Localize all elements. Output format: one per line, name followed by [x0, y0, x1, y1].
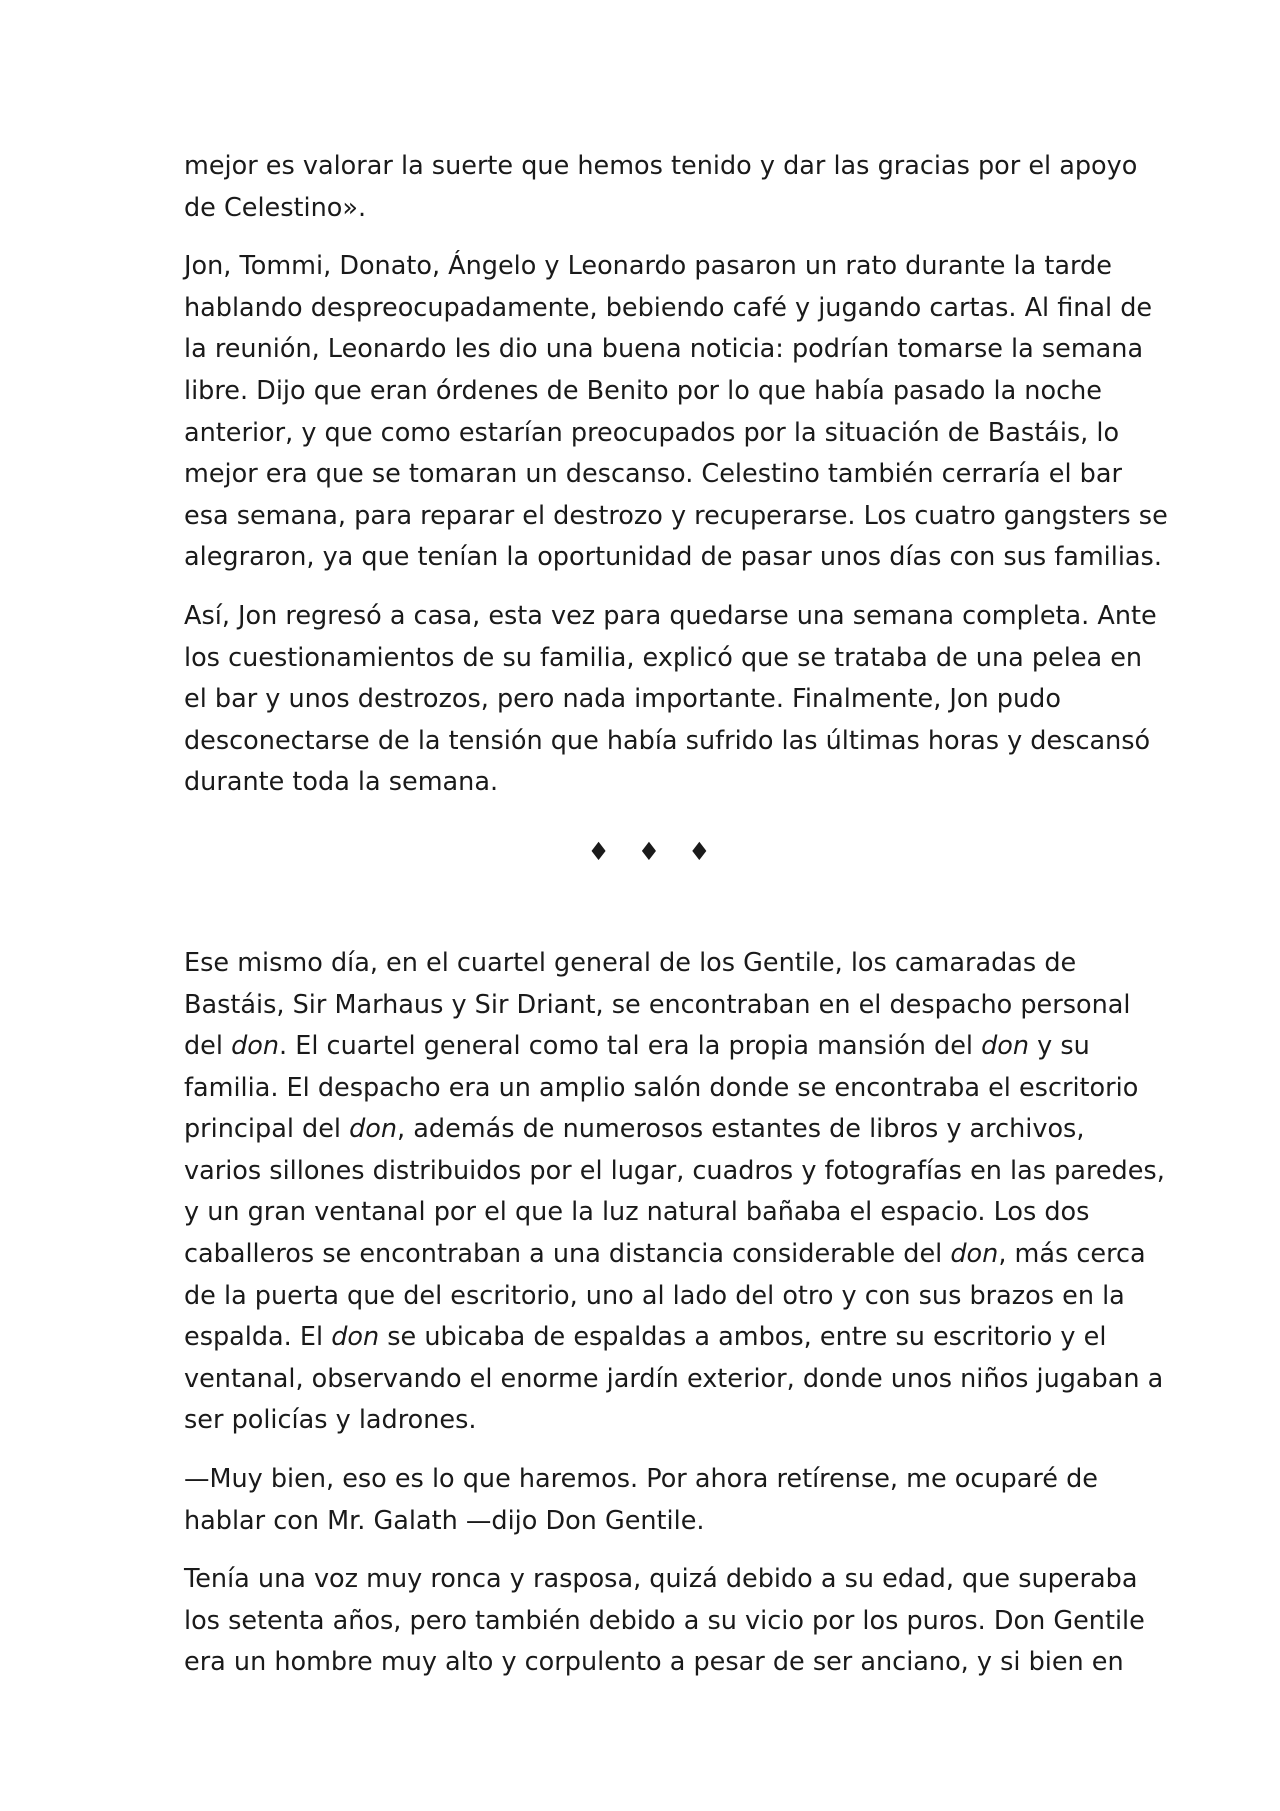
text-line: de la puerta que del escritorio, uno al lado del otro y con sus brazos en la: [184, 1280, 1125, 1311]
text-line: [184, 1026, 1114, 1068]
text-run: , además de numerosos estantes de libros y archivos,: [397, 1114, 1085, 1145]
text-run: principal del: [184, 1114, 350, 1145]
text-line: libre. Dijo que eran órdenes de Benito por lo que había pasado la noche: [184, 375, 1102, 406]
text-line: —Muy bien, eso es lo que haremos. Por ahora retírense, me ocuparé de: [184, 1464, 1098, 1495]
text-line: Ese mismo día, en el cuartel general de los Gentile, los camaradas de: [184, 947, 1077, 978]
text-line: alegraron, ya que tenían la oportunidad de pasar unos días con sus familias.: [184, 542, 1162, 573]
text-run: , más cerca: [998, 1239, 1146, 1270]
text-line: hablando despreocupadamente, bebiendo café y jugando cartas. Al final de: [184, 292, 1153, 323]
paragraph-1: [184, 146, 1138, 229]
italic-word: don: [231, 1031, 280, 1062]
text-run: espalda. El: [184, 1322, 332, 1353]
text-line: el bar y unos destrozos, pero nada importante. Finalmente, Jon pudo: [184, 684, 1061, 715]
paragraph-6: [184, 1559, 1145, 1684]
text-line: hablar con Mr. Galath —dijo Don Gentile.: [184, 1505, 705, 1536]
paragraph-4: [184, 943, 1165, 1442]
text-line: Jon, Tommi, Donato, Ángelo y Leonardo pasaron un rato durante la tarde: [184, 251, 1112, 282]
text-run: se ubicaba de espaldas a ambos, entre su escritorio y el: [379, 1322, 1107, 1353]
text-line: Así, Jon regresó a casa, esta vez para quedarse una semana completa. Ante: [184, 600, 1157, 631]
text-line: Tenía una voz muy ronca y rasposa, quizá debido a su edad, que superaba: [184, 1564, 1138, 1595]
italic-word: don: [981, 1031, 1030, 1062]
body-text: [184, 146, 1168, 1684]
paragraph-5: [184, 1459, 1114, 1542]
text-line: [184, 1109, 1114, 1151]
text-run: del: [184, 1031, 232, 1062]
text-line: y un gran ventanal por el que la luz natural bañaba el espacio. Los dos: [184, 1197, 1090, 1228]
text-line: mejor es valorar la suerte que hemos tenido y dar las gracias por el apoyo: [184, 151, 1138, 181]
italic-word: don: [950, 1239, 999, 1270]
text-run: y su: [1029, 1031, 1090, 1062]
text-line: los cuestionamientos de su familia, explicó que se trataba de una pelea en: [184, 642, 1143, 673]
text-line: familia. El despacho era un amplio salón donde se encontraba el escritorio: [184, 1072, 1139, 1103]
text-line: ventanal, observando el enorme jardín exterior, donde unos niños jugaban a: [184, 1363, 1164, 1394]
text-line: Bastáis, Sir Marhaus y Sir Driant, se encontraban en el despacho personal: [184, 989, 1131, 1020]
text-line: de Celestino».: [184, 192, 367, 223]
text-line: varios sillones distribuidos por el lugar, cuadros y fotografías en las paredes,: [184, 1155, 1165, 1186]
text-line: ser policías y ladrones.: [184, 1405, 477, 1436]
text-line: la reunión, Leonardo les dio una buena noticia: podrían tomarse la semana: [184, 334, 1144, 365]
text-line: anterior, y que como estarían preocupados por la situación de Bastáis, lo: [184, 417, 1120, 448]
text-line: [184, 1317, 1114, 1359]
text-line: era un hombre muy alto y corpulento a pesar de ser anciano, y si bien en: [184, 1647, 1124, 1678]
italic-word: don: [331, 1322, 380, 1353]
paragraph-3: [184, 596, 1157, 804]
text-run: caballeros se encontraban a una distancia considerable del: [184, 1239, 951, 1270]
section-separator: ♦ ♦ ♦: [587, 836, 721, 866]
text-run: . El cuartel general como tal era la propia mansión del: [279, 1031, 982, 1062]
text-line: esa semana, para reparar el destrozo y recuperarse. Los cuatro gangsters se: [184, 500, 1168, 531]
text-line: [184, 1234, 1146, 1276]
text-line: mejor era que se tomaran un descanso. Celestino también cerraría el bar: [184, 459, 1122, 490]
text-line: los setenta años, pero también debido a su vicio por los puros. Don Gentile: [184, 1605, 1145, 1636]
text-line: durante toda la semana.: [184, 767, 499, 798]
paragraph-2: [184, 246, 1168, 579]
italic-word: don: [349, 1114, 398, 1145]
text-line: desconectarse de la tensión que había sufrido las últimas horas y descansó: [184, 725, 1151, 756]
